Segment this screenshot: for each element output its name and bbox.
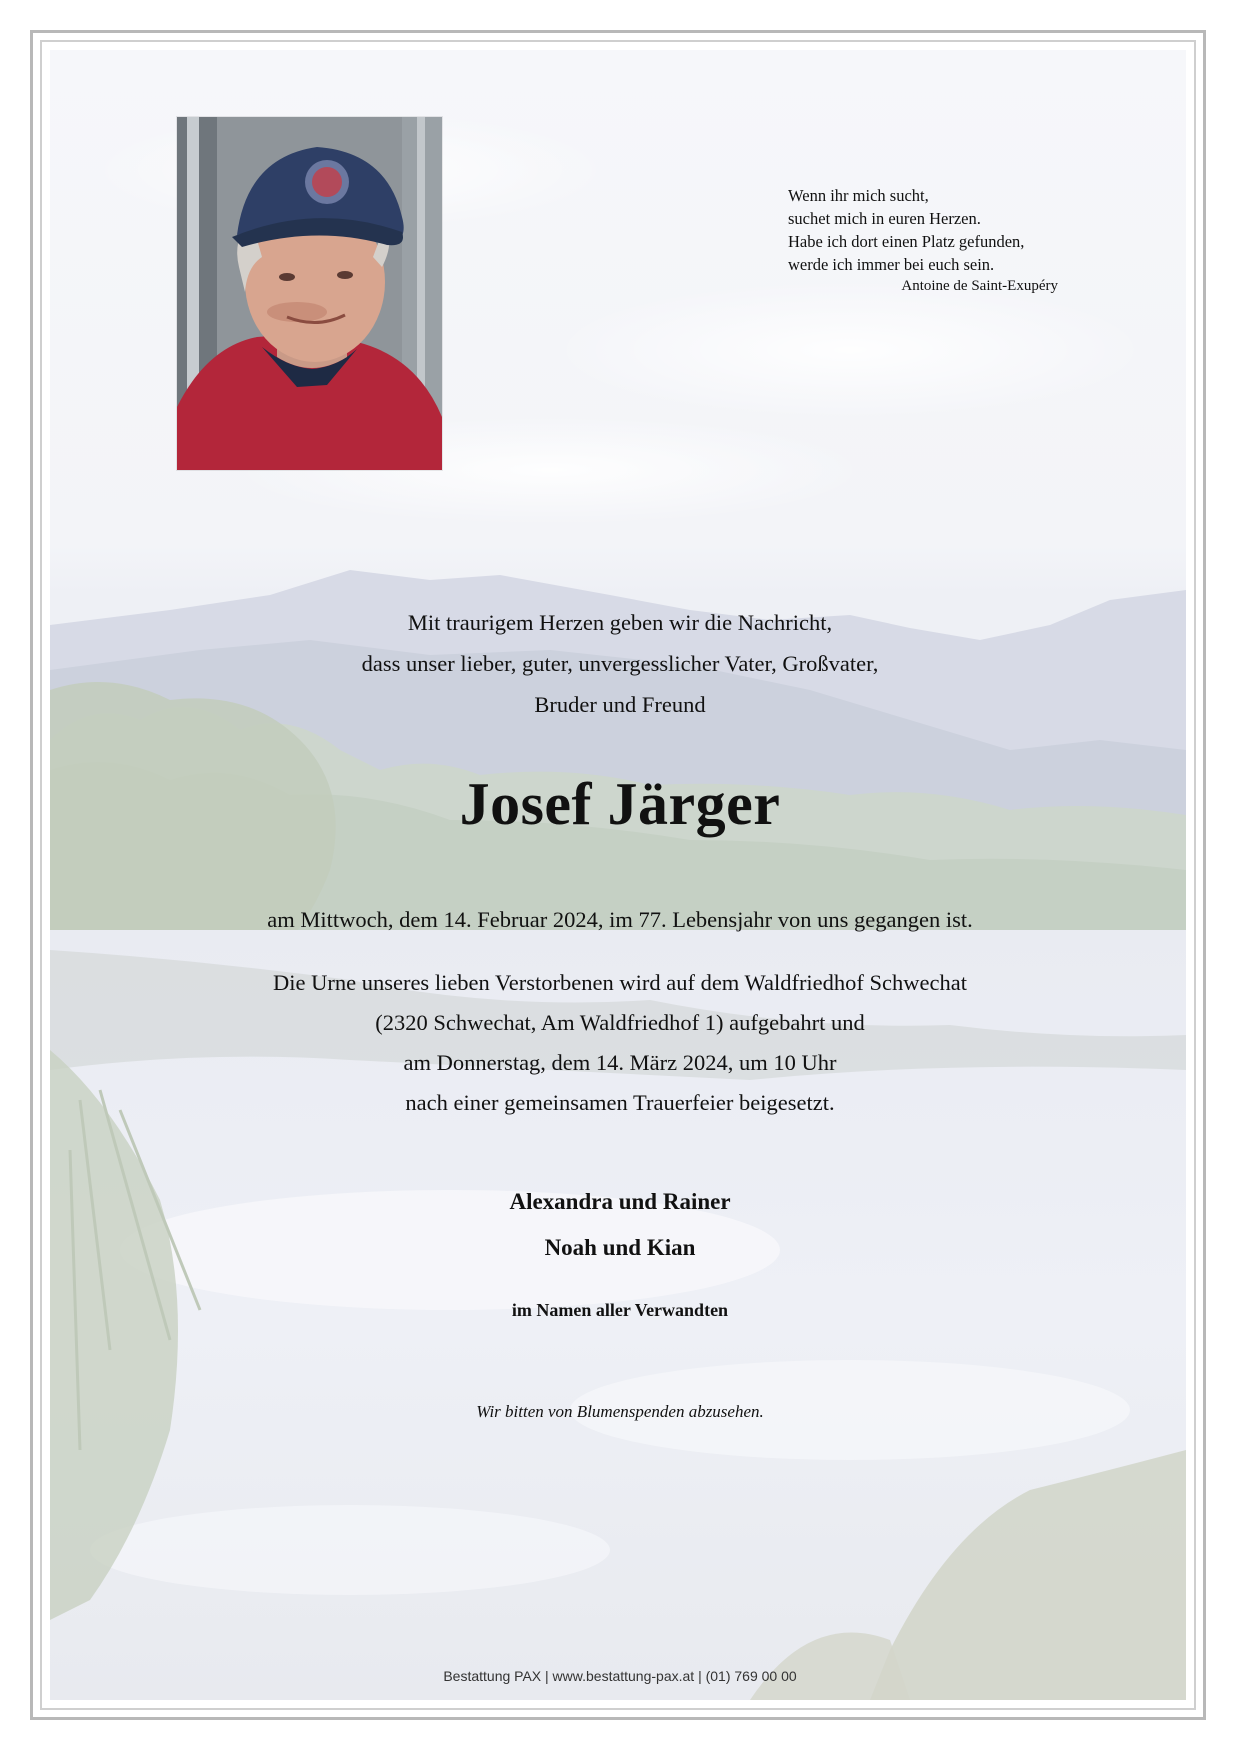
deceased-name: Josef Järger [459, 771, 781, 837]
relatives-note: im Namen aller Verwandten [511, 1300, 729, 1320]
quote-author: Antoine de Saint-Exupéry [901, 278, 1058, 294]
quote-line: suchet mich in euren Herzen. [788, 209, 981, 228]
intro-line: Mit traurigem Herzen geben wir die Nachricht, [407, 610, 833, 635]
intro-text [0, 602, 1240, 725]
burial-line: nach einer gemeinsamen Trauerfeier beigesetzt. [405, 1090, 835, 1115]
burial-text [0, 963, 1240, 1123]
quote-line: Wenn ihr mich sucht, [788, 186, 929, 205]
quote-line: werde ich immer bei euch sein. [788, 255, 995, 274]
footer-contact: Bestattung PAX | www.bestattung-pax.at | (01) 769 00 00 [443, 1668, 797, 1684]
burial-line: (2320 Schwechat, Am Waldfriedhof 1) aufgebahrt und [375, 1010, 865, 1035]
burial-line: am Donnerstag, dem 14. März 2024, um 10 Uhr [403, 1050, 837, 1075]
portrait-photo [177, 117, 442, 470]
donations-note: Wir bitten von Blumenspenden abzusehen. [476, 1402, 764, 1421]
mourners-block [0, 1179, 1240, 1271]
intro-line: dass unser lieber, guter, unvergesslicher Vater, Großvater, [361, 651, 879, 676]
death-date-line: am Mittwoch, dem 14. Februar 2024, im 77. Lebensjahr von uns gegangen ist. [267, 907, 973, 932]
burial-line: Die Urne unseres lieben Verstorbenen wird auf dem Waldfriedhof Schwechat [273, 970, 967, 995]
quote-block [788, 184, 1088, 298]
mourner-line: Alexandra und Rainer [509, 1189, 731, 1214]
quote-line: Habe ich dort einen Platz gefunden, [788, 232, 1025, 251]
intro-line: Bruder und Freund [534, 692, 706, 717]
mourner-line: Noah und Kian [544, 1235, 696, 1260]
